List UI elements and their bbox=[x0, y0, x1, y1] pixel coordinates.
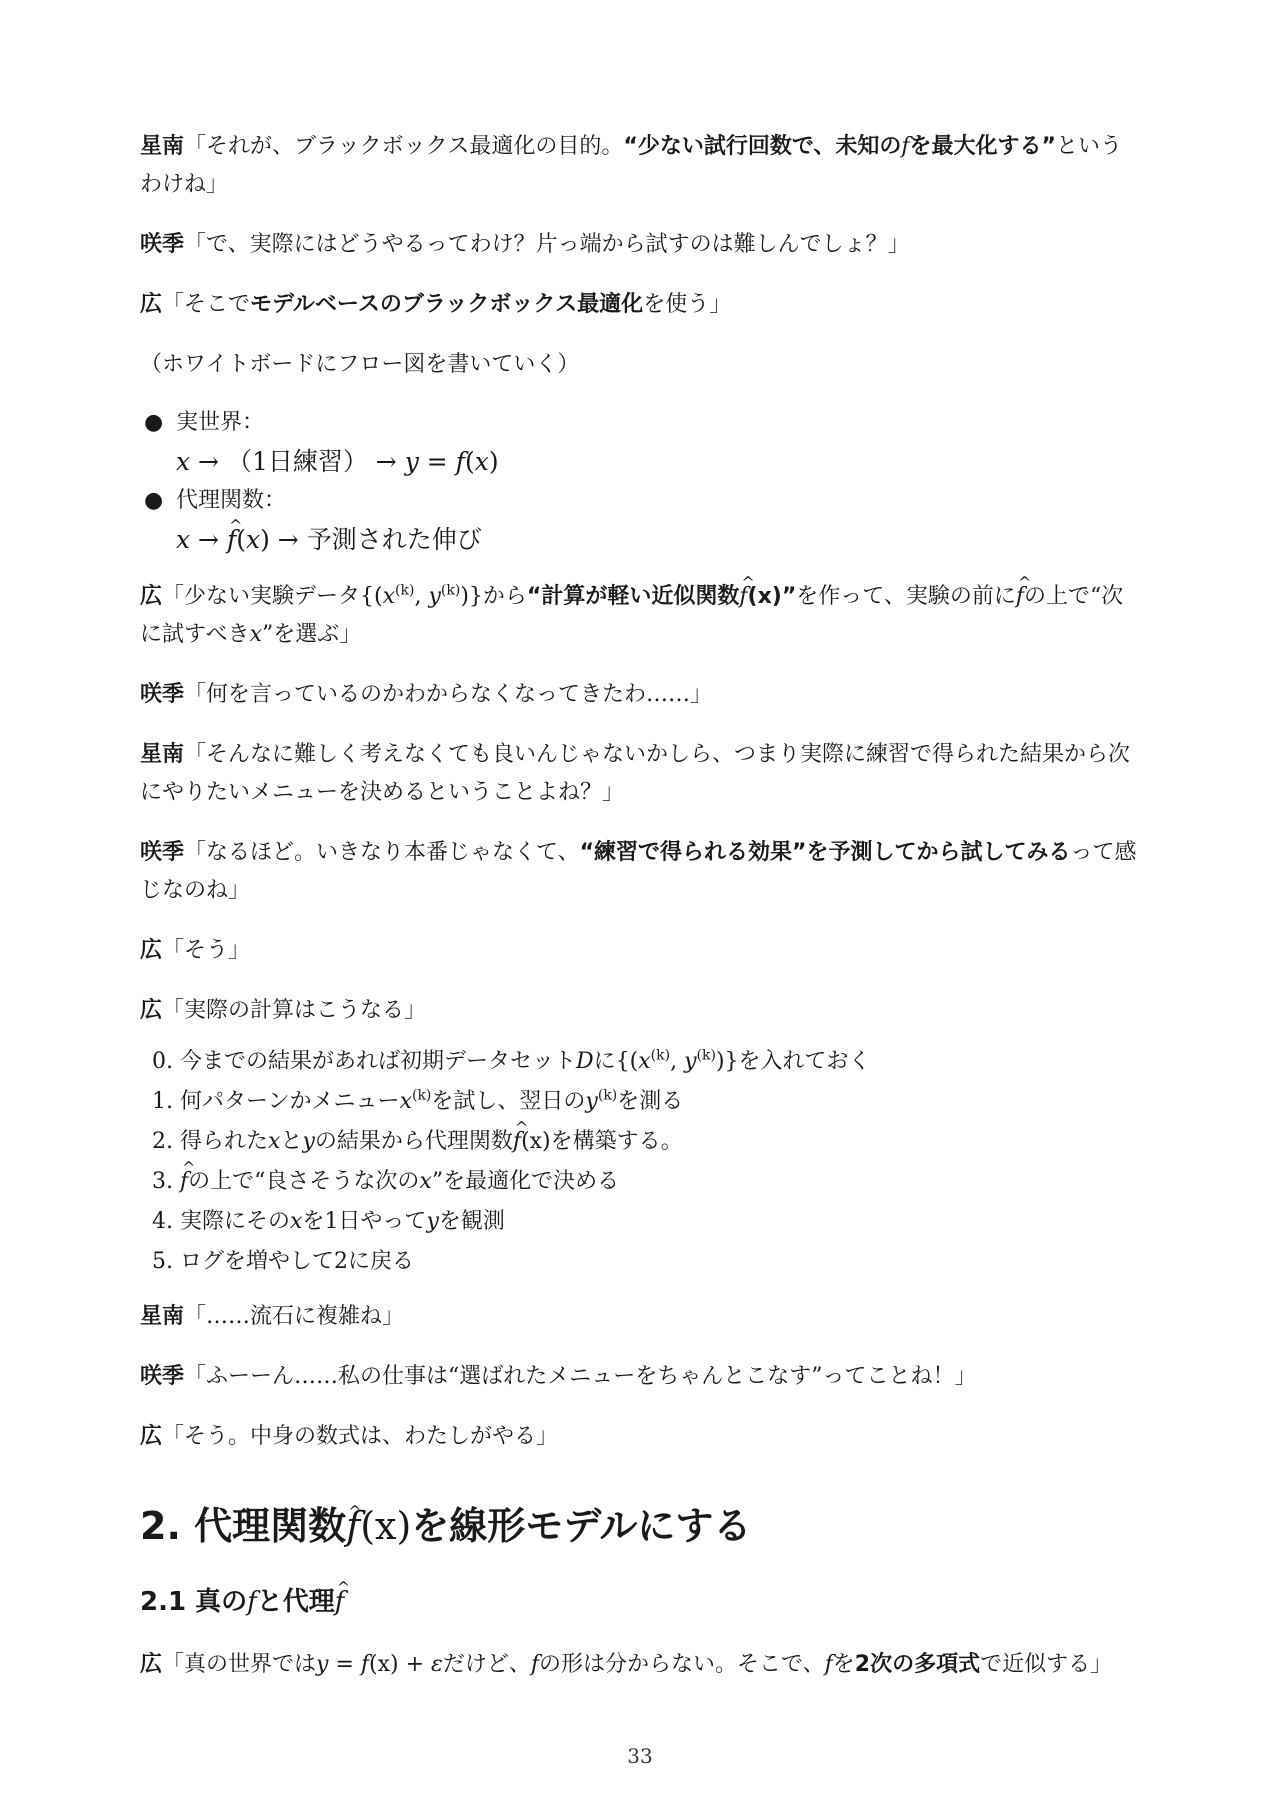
step-item: 5. ログを増やして2に戻る bbox=[152, 1249, 414, 1274]
dialogue-line: 広「少ない実験データ{($x^{(k)}$, $y^{(k)}$)}から“計算が軽い近似関数^ f(x)”を作って、実験の前に^ fの上で“次に試すべきx”を選ぶ」 bbox=[140, 578, 1140, 654]
speaker-name: 広 bbox=[140, 292, 163, 317]
dialogue-line: 広「実際の計算はこうなる」 bbox=[140, 998, 427, 1023]
bullet-dot-icon: ● bbox=[144, 488, 164, 513]
dialogue-line: 広「真の世界ではy = f(x) + εだけど、fの形は分からない。そこで、fを2次の多項式で近似する」 bbox=[140, 1652, 1113, 1677]
section-heading: 2. 代理関数^ f(x)を線形モデルにする bbox=[140, 1500, 1140, 1552]
step-item: 2. 得られたxとyの結果から代理関数^ f(x)を構築する。 bbox=[140, 1122, 1140, 1162]
dialogue-line: 咲季「何を言っているのかわからなくなってきたわ……」 bbox=[140, 682, 713, 707]
speaker-name: 広 bbox=[140, 998, 163, 1023]
step-item: 0. 今までの結果があれば初期データセットDに{($x^{(k)}$, $y^{(k)}$)}を入れておく bbox=[152, 1047, 871, 1074]
speaker-name: 広 bbox=[140, 584, 163, 609]
dialogue-line: 星南「そんなに難しく考えなくても良いんじゃないかしら、つまり実際に練習で得られた結果から次にやりたいメニューを決めるということよね？」 bbox=[140, 742, 1131, 805]
speaker-name: 咲季 bbox=[140, 1364, 185, 1389]
flow-bullet-list bbox=[140, 404, 1140, 560]
speaker-name: 広 bbox=[140, 1652, 163, 1677]
bullet-dot-icon: ● bbox=[144, 410, 164, 435]
document-page bbox=[140, 128, 1140, 1706]
dialogue-line: 広「そう。中身の数式は、わたしがやる」 bbox=[140, 1424, 559, 1449]
narration: （ホワイトボードにフロー図を書いていく） bbox=[140, 352, 580, 377]
dialogue-line: 咲季「なるほど。いきなり本番じゃなくて、“練習で得られる効果”を予測してから試してみるって感じなのね」 bbox=[140, 840, 1137, 903]
dialogue-line: 咲季「で、実際にはどうやるってわけ？片っ端から試すのは難しんでしょ？」 bbox=[140, 232, 910, 257]
bullet-item: ● 実世界： x → （1日練習） → y = f(x) bbox=[140, 404, 1140, 482]
step-item: 3. ^ fの上で“良さそうな次のx”を最適化で決める bbox=[140, 1162, 1140, 1202]
dialogue-line: 広「そこでモデルベースのブラックボックス最適化を使う」 bbox=[140, 292, 732, 317]
dialogue-line: 広「そう」 bbox=[140, 938, 251, 963]
procedure-steps bbox=[140, 1042, 1140, 1282]
speaker-name: 咲季 bbox=[140, 232, 185, 257]
speaker-name: 広 bbox=[140, 938, 163, 963]
speaker-name: 星南 bbox=[140, 134, 185, 159]
speaker-name: 星南 bbox=[140, 1304, 185, 1329]
dialogue-line: 星南「それが、ブラックボックス最適化の目的。“少ない試行回数で、未知のfを最大化する”というわけね」 bbox=[140, 134, 1123, 197]
page-number: 33 bbox=[627, 1744, 653, 1768]
step-item: 4. 実際にそのxを1日やってyを観測 bbox=[152, 1209, 505, 1234]
dialogue-line: 咲季「ふーーん……私の仕事は“選ばれたメニューをちゃんとこなす”ってことね！」 bbox=[140, 1364, 977, 1389]
speaker-name: 咲季 bbox=[140, 682, 185, 707]
speaker-name: 広 bbox=[140, 1424, 163, 1449]
bullet-item: ● 代理関数： x → ^ f(x) → 予測された伸び bbox=[140, 482, 1140, 560]
formula: x → ^ f(x) → 予測された伸び bbox=[176, 520, 1140, 560]
dialogue-line: 星南「……流石に複雑ね」 bbox=[140, 1304, 405, 1329]
speaker-name: 咲季 bbox=[140, 840, 185, 865]
formula: x → （1日練習） → y = f(x) bbox=[176, 447, 499, 476]
speaker-name: 星南 bbox=[140, 742, 185, 767]
step-item: 1. 何パターンかメニュー$x^{(k)}$を試し、翌日の$y^{(k)}$を測る bbox=[152, 1087, 684, 1114]
subsection-heading: 2.1 真のfと代理^ f bbox=[140, 1582, 1140, 1622]
